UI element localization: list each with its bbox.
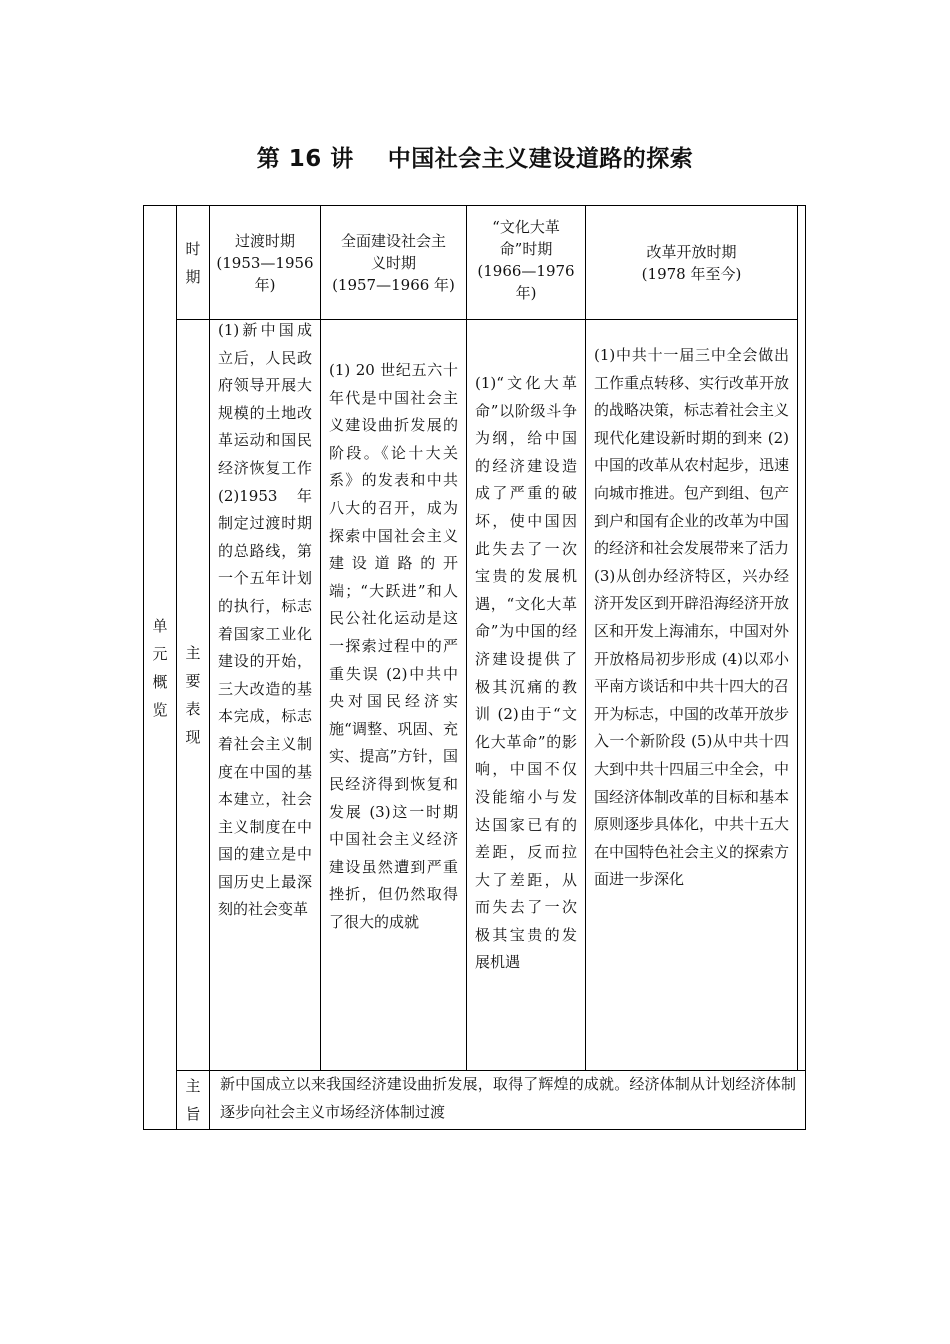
header-cultural-revolution: “文化大革 命”时期 (1966—1976 年) bbox=[477, 217, 575, 302]
transition-period-content: (1)新中国成立后，人民政府领导开展大规模的土地改革运动和国民经济恢复工作 (2)1953 年制定过渡时期的总路线，第一个五年计划的执行，标志着国家工业化建设的开始，三大改造的基本完成，标志着社会主义制度在中国的基本建立，社会主义制度在中国的建立是中国历史上最深刻的社会变革 bbox=[218, 321, 312, 919]
reform-opening-content: (1)中共十一届三中全会做出工作重点转移、实行改革开放的战略决策，标志着社会主义现代化建设新时期的到来 (2)中国的改革从农村起步，迅速向城市推进。包产到组、包产到户和国有企业的改革为中国的经济和社会发展带来了活力 (3)从创办经济特区，兴办经济开发区到开辟沿海经济开放区和开发上海浦东，中国对外开放格局初步形成 (4)以邓小平南方谈话和中共十四大的召开为标志，中国的改革开放步入一个新阶段 (5)从中共十四大到中共十四届三中全会，中国经济体制改革的目标和基本原则逐步具体化，中共十五大在中国特色社会主义的探索方面进一步深化 bbox=[594, 346, 790, 889]
comprehensive-construction-content: (1) 20 世纪五六十年代是中国社会主义建设曲折发展的阶段。《论十大关系》的发表和中共八大的召开，成为探索中国社会主义建设道路的开端；“大跃进”和人民公社化运动是这一探索过程中的严重失误 (2)中共中央对国民经济实施“调整、巩固、充实、提高”方针，国民经济得到恢复和发展 (3)这一时期中国社会主义经济建设虽然遭到严重挫折，但仍然取得了很大的成就 bbox=[329, 361, 458, 931]
cultural-revolution-content: (1)“文化大革命”以阶级斗争为纲，给中国的经济建设造成了严重的破坏，使中国因此失去了一次宝贵的发展机遇，“文化大革命”为中国的经济建设提供了极其沉痛的教训 (2)由于“文化大革命”的影响，中国不仅没能缩小与发达国家已有的差距，反而拉大了差距，从而失去了一次极其宝贵的发展机遇 bbox=[475, 374, 577, 972]
theme-content: 新中国成立以来我国经济建设曲折发展，取得了辉煌的成就。经济体制从计划经济体制逐步向社会主义市场经济体制过渡 bbox=[220, 1075, 796, 1121]
row-label-period: 时期 bbox=[185, 239, 201, 286]
header-reform-opening: 改革开放时期 (1978 年至今) bbox=[641, 242, 742, 283]
unit-overview-label: 单元概览 bbox=[152, 616, 168, 719]
row-label-performance: 主要表现 bbox=[185, 644, 201, 746]
row-label-theme: 主旨 bbox=[185, 1077, 201, 1123]
table-rule bbox=[797, 205, 798, 1071]
page-title: 第 16 讲 中国社会主义建设道路的探索 bbox=[256, 146, 694, 172]
header-transition-period: 过渡时期 (1953—1956 年) bbox=[216, 231, 314, 294]
header-comprehensive-construction: 全面建设社会主 义时期 (1957—1966 年) bbox=[332, 231, 455, 294]
